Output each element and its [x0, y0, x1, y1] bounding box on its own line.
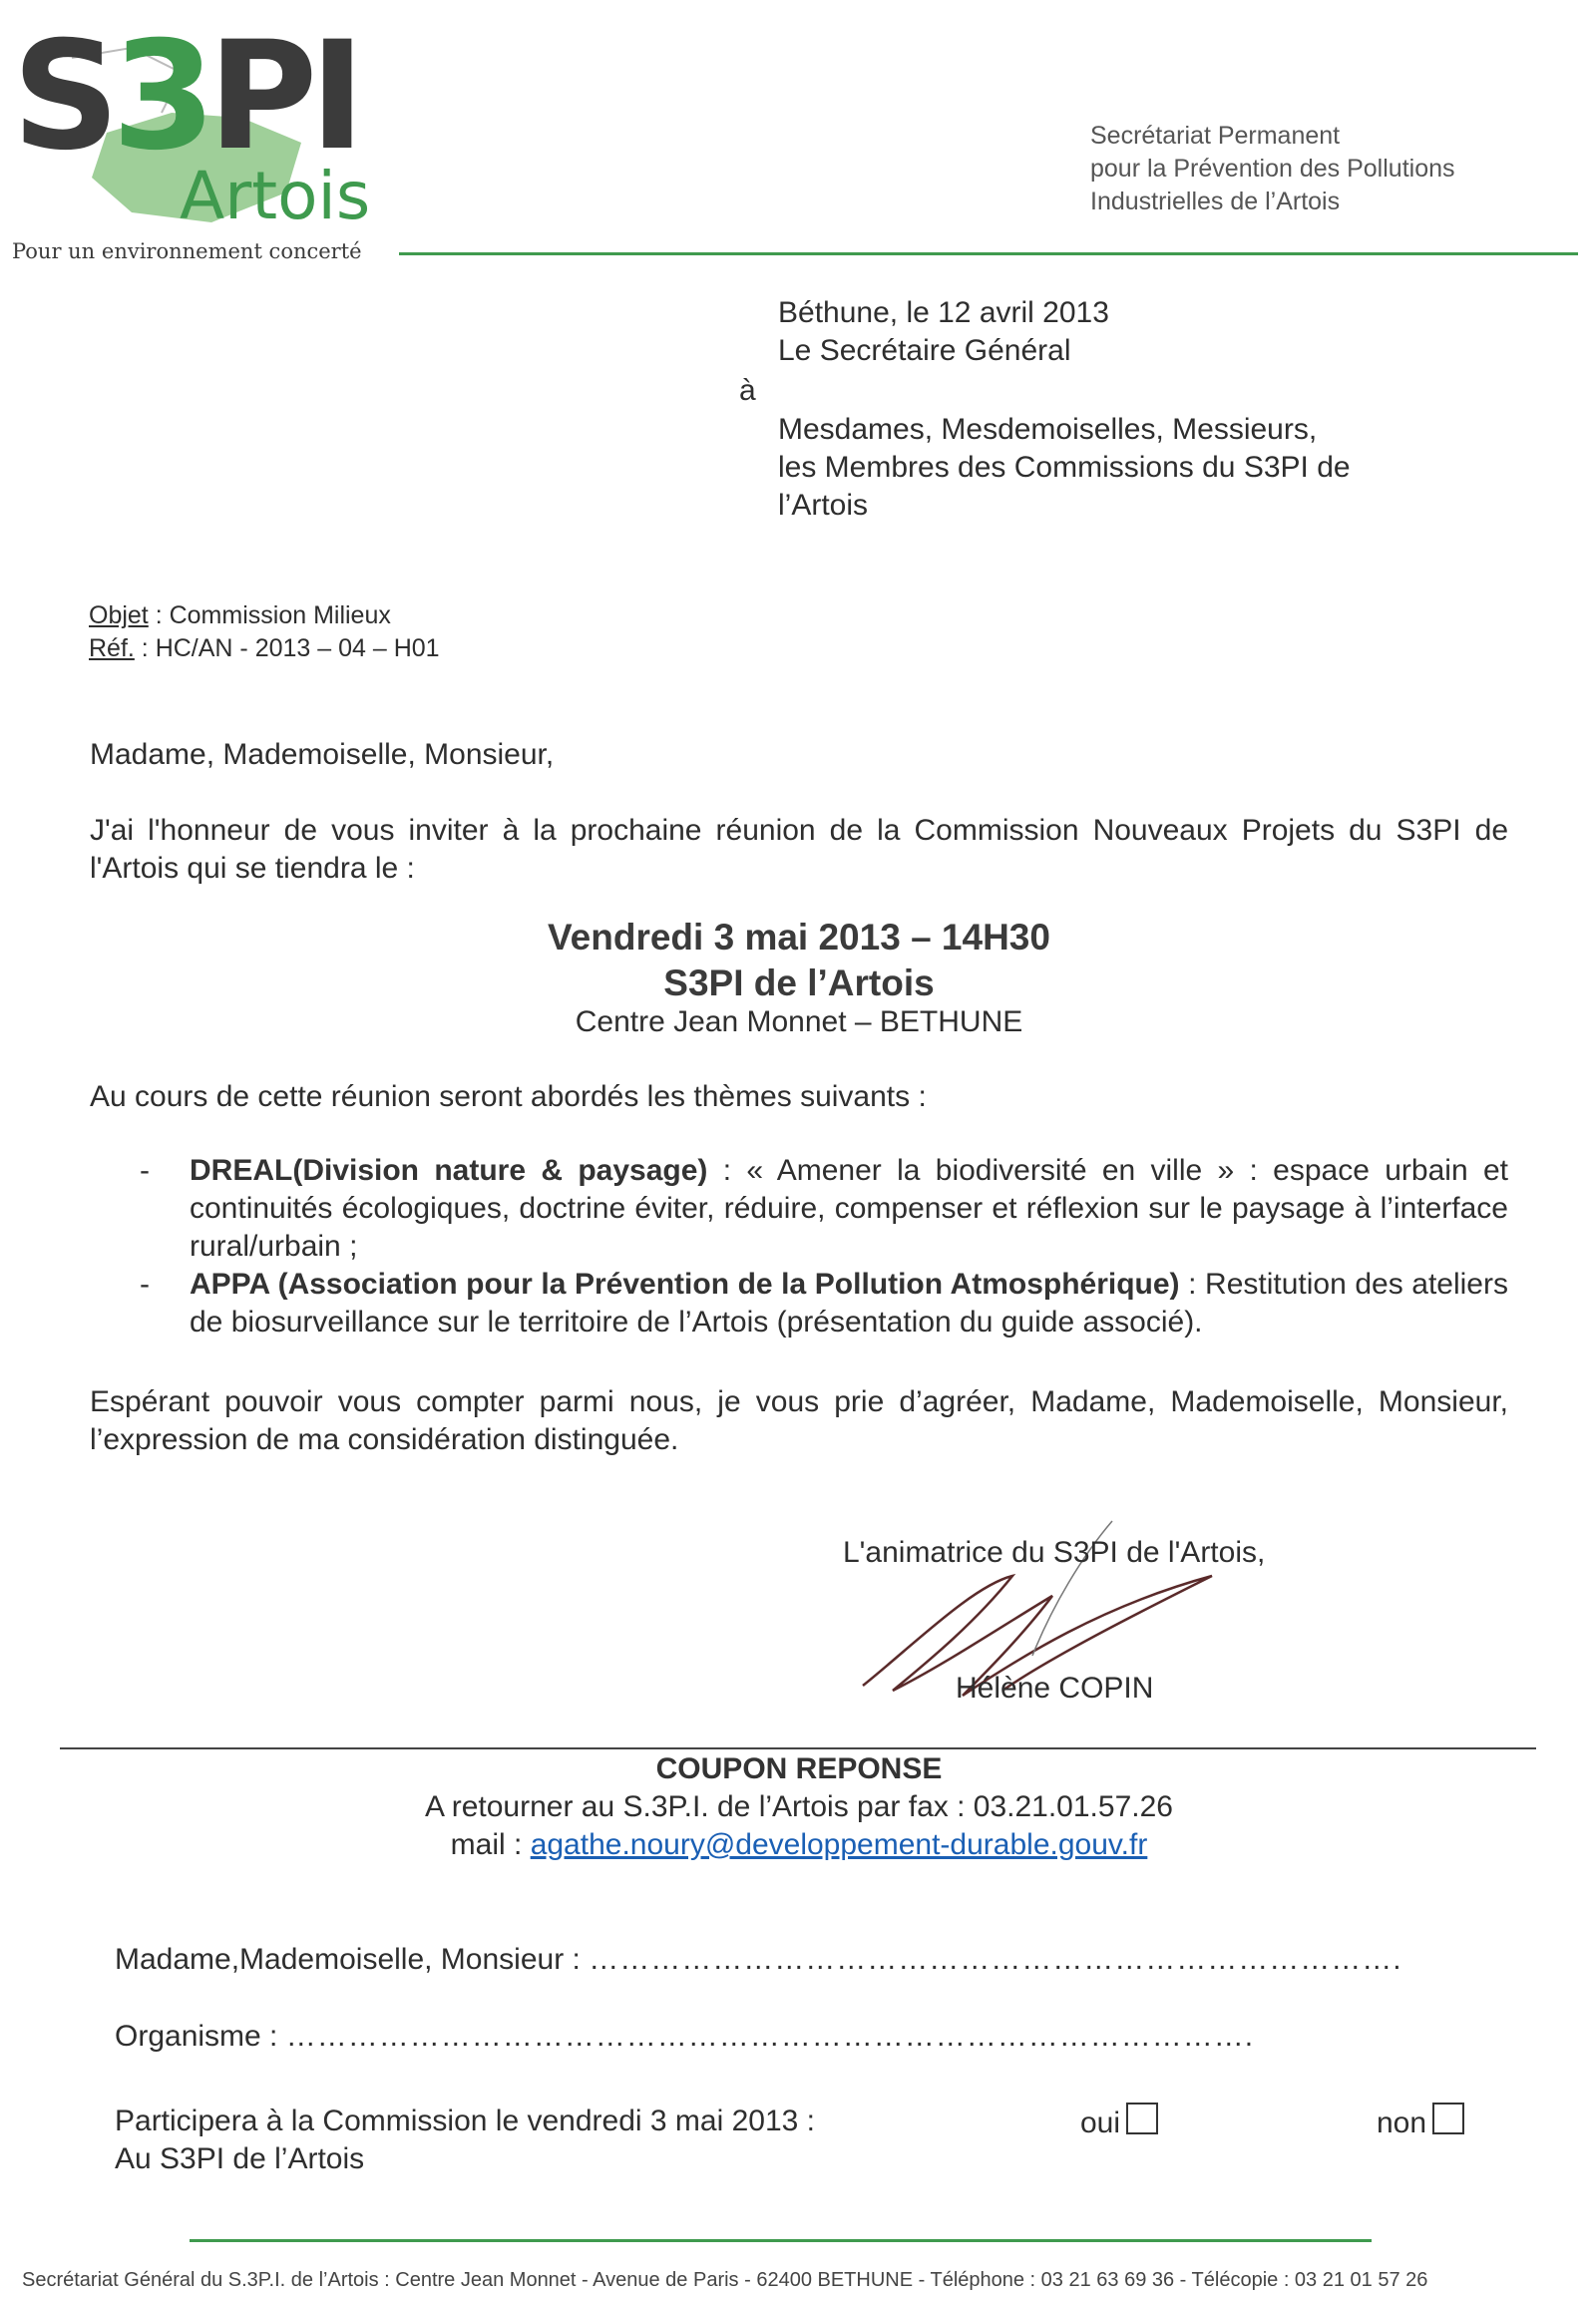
participation-question — [115, 2103, 815, 2178]
non-checkbox[interactable] — [1432, 2103, 1464, 2134]
subject-block — [89, 599, 440, 665]
logo-tagline: Pour un environnement concerté — [12, 239, 362, 263]
org-line: Secrétariat Permanent — [1090, 122, 1341, 150]
organization-name — [1090, 120, 1455, 218]
signature-title: L'animatrice du S3PI de l'Artois, — [843, 1536, 1266, 1569]
coupon-mail-line — [90, 1828, 1508, 1862]
name-field-dots: ……………………………………………………………………. — [589, 1943, 1402, 1976]
reference-label: Réf. — [89, 634, 135, 662]
recipient-block — [778, 411, 1351, 525]
participation-line: Participera à la Commission le vendredi 3 mai 2013 : — [115, 2105, 815, 2137]
sender-title: Le Secrétaire Général — [778, 334, 1071, 367]
participation-line: Au S3PI de l’Artois — [115, 2142, 365, 2175]
name-field-label: Madame,Mademoiselle, Monsieur : — [115, 1943, 590, 1976]
theme-text: : « Amener la biodiversité en ville » : espace urbain et continuités écologiques, doctrine éviter, réduire, compenser et réflexion sur le paysage à l’interface rural/urbain ; — [190, 1154, 1508, 1263]
oui-checkbox[interactable] — [1126, 2103, 1158, 2134]
organisation-field-label: Organisme : — [115, 2020, 286, 2053]
list-item — [90, 1266, 1508, 1341]
intro-paragraph: J'ai l'honneur de vous inviter à la prochaine réunion de la Commission Nouveaux Projets du S3PI de l'Artois qui se tiendra le : — [90, 814, 1508, 885]
place-date: Béthune, le 12 avril 2013 — [778, 296, 1109, 329]
mail-link[interactable]: agathe.noury@developpement-durable.gouv.fr — [530, 1828, 1148, 1861]
reference-value: : HC/AN - 2013 – 04 – H01 — [134, 634, 440, 662]
org-line: Industrielles de l’Artois — [1090, 188, 1341, 215]
themes-intro: Au cours de cette réunion seront abordés les thèmes suivants : — [90, 1080, 927, 1113]
oui-label: oui — [1080, 2106, 1121, 2139]
organisation-field-dots: …………………………………………………………………………………. — [285, 2020, 1255, 2053]
list-item — [90, 1152, 1508, 1266]
org-line: pour la Prévention des Pollutions — [1090, 155, 1455, 183]
coupon-divider — [60, 1747, 1536, 1749]
themes-list — [90, 1152, 1508, 1341]
subject-line — [89, 599, 440, 632]
header-divider — [399, 252, 1578, 255]
non-option[interactable] — [1377, 2103, 1464, 2140]
coupon-title: COUPON REPONSE — [655, 1752, 943, 1785]
footer-divider — [190, 2239, 1372, 2242]
reference-line — [89, 632, 440, 665]
logo-wordmark: S3PI — [12, 10, 358, 184]
non-label: non — [1377, 2106, 1427, 2139]
recipient-line: les Membres des Commissions du S3PI de — [778, 451, 1351, 484]
bullet-dash: - — [140, 1268, 150, 1301]
coupon-fax-line: A retourner au S.3P.I. de l’Artois par fax : 03.21.01.57.26 — [425, 1790, 1173, 1823]
bullet-dash: - — [140, 1154, 150, 1187]
subject-value: : Commission Milieux — [148, 601, 391, 629]
logo-subtitle: Artois — [180, 158, 371, 234]
name-field[interactable] — [115, 1943, 1402, 1977]
sender-block — [778, 294, 1109, 370]
recipient-line: l’Artois — [778, 489, 869, 522]
closing-paragraph: Espérant pouvoir vous compter parmi nous, je vous prie d’agréer, Madame, Mademoiselle, Monsieur, l’expression de ma considération distinguée. — [90, 1385, 1508, 1456]
event-date: Vendredi 3 mai 2013 – 14H30 — [548, 917, 1050, 958]
salutation: Madame, Mademoiselle, Monsieur, — [90, 738, 555, 771]
organisation-field[interactable] — [115, 2020, 1254, 2054]
theme-title: DREAL(Division nature & paysage) — [190, 1154, 708, 1187]
oui-option[interactable] — [1080, 2103, 1158, 2140]
signature-name: Hélène COPIN — [956, 1672, 1154, 1705]
event-place: S3PI de l’Artois — [663, 962, 935, 1003]
mail-label: mail : — [450, 1828, 531, 1861]
subject-label: Objet — [89, 601, 149, 629]
recipient-line: Mesdames, Mesdemoiselles, Messieurs, — [778, 413, 1318, 446]
footer-address: Secrétariat Général du S.3P.I. de l’Artois : Centre Jean Monnet - Avenue de Paris - 62400 BETHUNE - Téléphone : 03 21 63 69 36 - Télécopie : 03 21 01 57 26 — [22, 2269, 1428, 2291]
s3pi-logo — [12, 10, 391, 267]
addressed-to: à — [739, 374, 756, 407]
theme-text: : Restitution des ateliers de biosurveillance sur le territoire de l’Artois (présentation du guide associé). — [190, 1268, 1508, 1339]
event-venue: Centre Jean Monnet – BETHUNE — [575, 1005, 1023, 1038]
theme-title: APPA (Association pour la Prévention de la Pollution Atmosphérique) — [190, 1268, 1180, 1301]
